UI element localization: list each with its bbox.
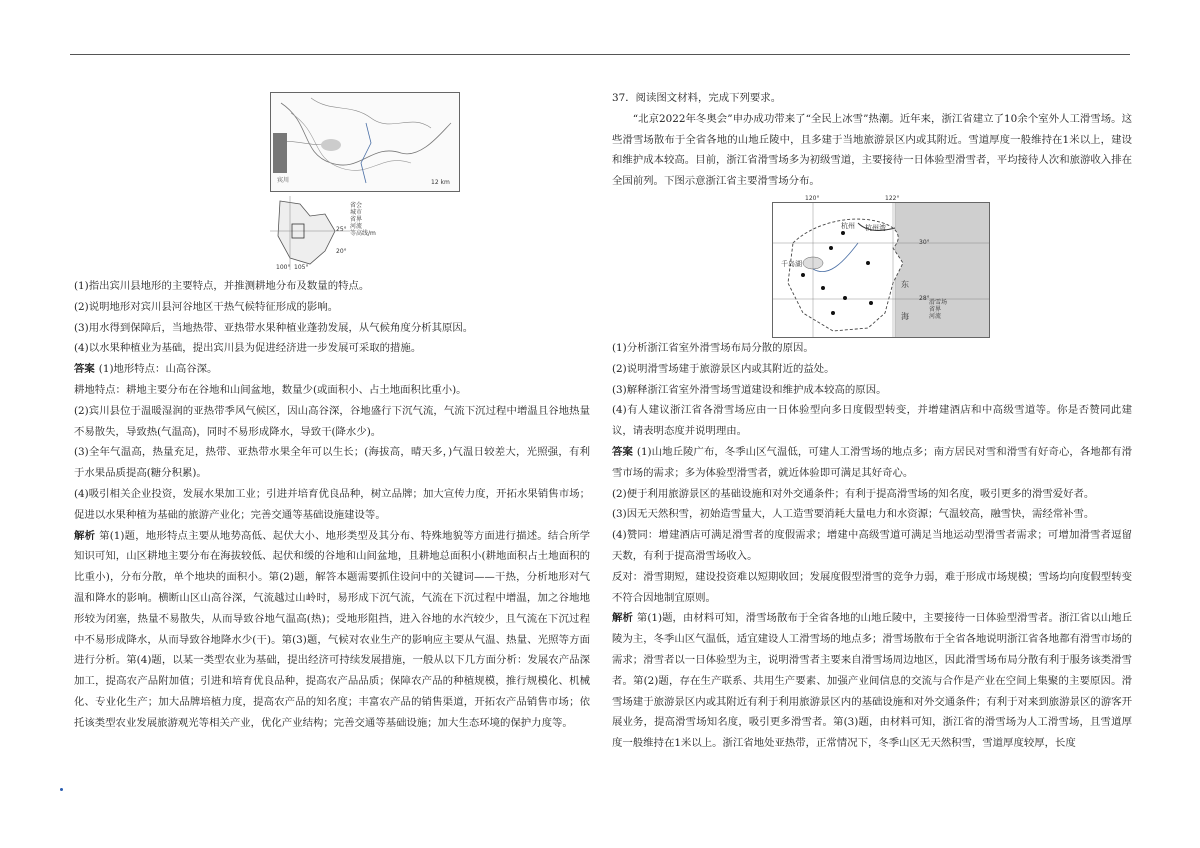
question-3: (3)用水得到保障后，当地热带、亚热带水果种植业蓬勃发展，从气候角度分析其原因。 xyxy=(74,321,474,334)
place-hangzhou-bay: 杭州湾 xyxy=(865,224,886,232)
legend-river: 河流 xyxy=(350,223,363,230)
lon-label: 100° xyxy=(276,264,291,271)
answer-1-text: (1)山地丘陵广布，冬季山区气温低，可建人工滑雪场的地点多；南方居民对雪和滑雪有好奇心，各地都有滑雪市场的需求；多为体验型滑雪者，就近体验即可满足其好奇心。 xyxy=(612,445,1132,479)
legend-contour: 等高线/m xyxy=(350,230,376,237)
place-sea: 海 xyxy=(901,312,909,321)
question-2: (2)说明滑雪场建于旅游景区内或其附近的益处。 xyxy=(612,362,835,375)
lon-label: 105° xyxy=(294,264,309,271)
province-outline-icon xyxy=(270,196,350,270)
answer-4b: 反对：滑雪期短，建设投资难以短期收回；发展度假型滑雪的竞争力弱，难于形成市场规模；雪场均向度假型转变不符合因地制宜原则。 xyxy=(612,570,1132,604)
question-1: (1)指出宾川县地形的主要特点，并推测耕地分布及数量的特点。 xyxy=(74,280,370,292)
right-stem xyxy=(612,88,1132,192)
answer-4: (4)赞同：增建酒店可满足滑雪者的度假需求；增建中高级雪道可满足当地运动型滑雪者需求；可增加滑雪者逗留天数，有利于提高滑雪场收入。 xyxy=(612,529,1132,562)
county-label: 宾川 xyxy=(277,177,290,184)
map-legend xyxy=(350,202,376,237)
answer-label: 答案 xyxy=(612,445,633,458)
place-hangzhou: 杭州 xyxy=(841,222,855,230)
question-number-title: 37．阅读图文材料，完成下列要求。 xyxy=(612,92,782,104)
lon-label: 120° xyxy=(805,195,820,202)
answer-3: (3)因无天然积雪，初始造雪量大，人工造雪要消耗大量电力和水资源；气温较高，融雪快，需经常补雪。 xyxy=(612,508,1095,521)
answer-2: (2)宾川县位于温暖湿润的亚热带季风气候区，因山高谷深，谷地盛行下沉气流，气流下沉过程中增温且谷地热量不易散失，导致热(气温高)，同时不易形成降水，导致干(降水少)。 xyxy=(74,404,590,438)
answer-1 xyxy=(74,359,590,380)
lat-label: 30° xyxy=(919,239,930,246)
lat-label: 25° xyxy=(336,226,347,233)
answer-1 xyxy=(612,442,1132,484)
analysis-text: 第(1)题，地形特点主要从地势高低、起伏大小、地形类型及其分布、特殊地貌等方面进行描述。结合所学知识可知，山区耕地主要分布在海拔较低、起伏和缓的谷地和山间盆地，且耕地总面积小(耕地面积占土地面积的比重小)，分布分散，单个地块的面积小。第(2)题，解答本题需要抓住设问中的关键词——干热，分析地形对气温和降水的影响。横断山区山高谷深，气流越过山岭时，易形成下沉气流，气流在下沉过程中增温，加之谷地地形较为闭塞，热量不易散失，从而导致谷地气温高(热)；受地形阻挡，进入谷地的水汽较少，且气流在下沉过程中不易形成降水，从而导致谷地降水少(干)。第(3)题，气候对农业生产的影响应主要从气温、热量、光照等方面进行分析。第(4)题，以某一类型农业为基础，提出经济可持续发展措施，一般从以下几方面分析：发展农产品深加工，提高农产品附加值；引进和培育优良品种，提高农产品品质；保障农产品的种植规模，推行规模化、机械化、专业化生产；加大品牌培植力度，提高农产品的知名度；丰富农产品的销售渠道，开拓农产品销售市场；依托该类型农业发展旅游观光等相关产业，优化产业结构；完善交通等基础设施；加大生态环境的保护力度等。 xyxy=(74,529,591,729)
zhejiang-ski-map xyxy=(772,195,990,338)
place-east: 东 xyxy=(901,280,909,289)
question-3: (3)解释浙江省室外滑雪场雪道建设和维护成本较高的原因。 xyxy=(612,383,887,396)
place-qiandao-lake: 千岛湖 xyxy=(781,260,802,268)
legend-capital: 省会 xyxy=(350,202,363,209)
topographic-map xyxy=(270,92,460,192)
legend-boundary: 省界 xyxy=(350,216,363,223)
answer-2: (2)便于利用旅游景区的基础设施和对外交通条件；有利于提高滑雪场的知名度，吸引更多的滑雪爱好者。 xyxy=(612,487,1095,500)
left-text xyxy=(74,276,590,734)
lon-label: 122° xyxy=(885,195,900,202)
analysis xyxy=(74,526,590,734)
lat-label: 28° xyxy=(919,295,930,302)
page-marker-dot xyxy=(60,788,63,791)
legend-province-boundary: 省界 xyxy=(929,306,942,313)
locator-map xyxy=(270,196,380,270)
question-1: (1)分析浙江省室外滑雪场布局分散的原因。 xyxy=(612,342,814,354)
terrain-contours-icon xyxy=(271,93,459,191)
answer-4: (4)吸引相关企业投资，发展水果加工业；引进并培育优良品种，树立品牌；加大宣传力度，开拓水果销售市场；促进以水果种植为基础的旅游产业化；完善交通等基础设施建设等。 xyxy=(74,487,590,521)
analysis-label: 解析 xyxy=(74,529,96,542)
legend-ski-resort: 滑雪场 xyxy=(929,299,948,306)
legend-river: 河流 xyxy=(929,313,942,320)
right-text xyxy=(612,338,1132,754)
legend-city: 城市 xyxy=(350,209,363,216)
question-4: (4)有人建议浙江省各滑雪场应由一日体验型向多日度假型转变，并增建酒店和中高级雪道等。你是否赞同此建议，请表明态度并说明理由。 xyxy=(612,404,1132,438)
ski-map-legend xyxy=(929,299,947,320)
analysis-text: 第(1)题，由材料可知，滑雪场散布于全省各地的山地丘陵中，主要接待一日体验型滑雪者。浙江省以山地丘陵为主，冬季山区气温低，适宜建设人工滑雪场的地点多；滑雪场散布于全省各地说明浙江省各地都有滑雪市场的需求；滑雪者以一日体验型为主，说明滑雪者主要来自滑雪场周边地区，因此滑雪场布局分散有利于服务该类滑雪者。第(2)题，存在生产联系、共用生产要素、加强产业间信息的交流与合作是产业在空间上集聚的主要原因。滑雪场建于旅游景区内或其附近有利于利用旅游景区内的基础设施和对外交通条件；有利于对来到旅游景区的游客开展业务，提高滑雪场知名度，吸引更多滑雪者。第(3)题，由材料可知，浙江省的滑雪场为人工滑雪场，且雪道厚度一般维持在1米以上。浙江省地处亚热带，正常情况下，冬季山区无天然积雪，雪道厚度较厚，长度 xyxy=(612,612,1132,750)
analysis xyxy=(612,608,1132,754)
analysis-label: 解析 xyxy=(612,612,633,625)
answer-label: 答案 xyxy=(74,363,95,376)
answer-1b: 耕地特点：耕地主要分布在谷地和山间盆地，数量少(或面积小、占土地面积比重小)。 xyxy=(74,383,467,396)
answer-1-text: (1)地形特点：山高谷深。 xyxy=(98,363,218,376)
header-rule xyxy=(70,54,1130,55)
material-text: “北京2022年冬奥会”申办成功带来了“全民上冰雪”热潮。近年来，浙江省建立了10余个室外人工滑雪场。这些滑雪场散布于全省各地的山地丘陵中，且多建于当地旅游景区内或其附近。雪道厚度一般维持在1米以上，建设和维护成本较高。目前，浙江省滑雪场多为初级雪道，主要接待一日体验型滑雪者，平均接待人次和旅游收入排在全国前列。下图示意浙江省主要滑雪场分布。 xyxy=(612,112,1132,188)
question-2: (2)说明地形对宾川县河谷地区干热气候特征形成的影响。 xyxy=(74,300,339,313)
lat-label: 20° xyxy=(336,248,347,255)
answer-3: (3)全年气温高，热量充足，热带、亚热带水果全年可以生长；(海拔高，晴天多，)气温日较差大，光照强，有利于水果品质提高(糖分积累)。 xyxy=(74,446,590,480)
question-4: (4)以水果种植业为基础，提出宾川县为促进经济进一步发展可采取的措施。 xyxy=(74,342,422,355)
scale-label: 12 km xyxy=(431,179,450,186)
